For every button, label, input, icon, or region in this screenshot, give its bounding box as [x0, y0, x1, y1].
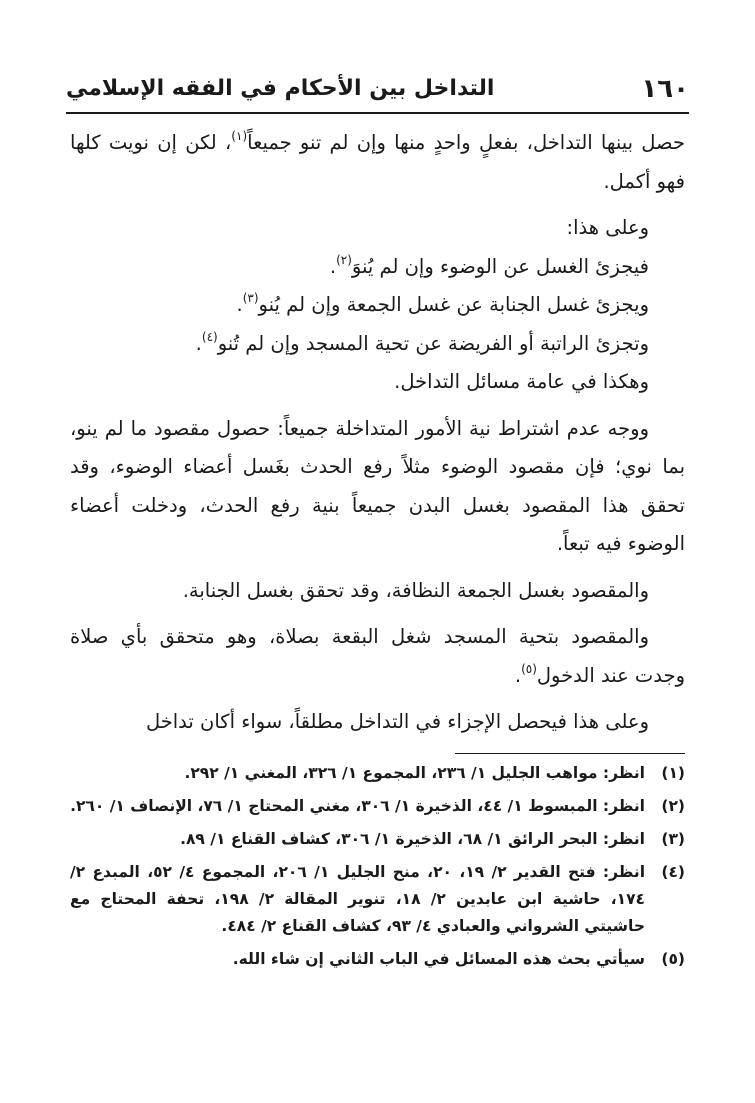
running-title: التداخل بين الأحكام في الفقه الإسلامي: [66, 76, 495, 101]
footnote-ref: (١): [231, 129, 248, 143]
footnote-ref: (٤): [201, 329, 218, 344]
paragraph: ويجزئ غسل الجنابة عن غسل الجمعة وإن لم يُنو$^{(٣)}$.: [236, 291, 649, 316]
paragraph: والمقصود بغسل الجمعة النظافة، وقد تحقق بغسل الجنابة.: [182, 578, 649, 602]
footnote-text: انظر: فتح القدير ٢/ ١٩، ٢٠، منح الجليل ١/ ٢٠٦، المجموع ٤/ ٥٢، المبدع ٢/ ١٧٤، حاشية ابن عابدين ٢/ ١٨، تنوير المقالة ٢/ ١٩٨، تحفة المحتاج مع حاشيتي الشرواني والعبادي ٤/ ٩٣، كشاف القناع ٢/ ٤٨٤.: [70, 863, 646, 935]
footnote: [70, 826, 685, 853]
footnote-number: (٣): [661, 830, 685, 848]
footnote-text: سيأتي بحث هذه المسائل في الباب الثاني إن شاء الله.: [232, 950, 645, 968]
footnote-ref: (٥): [521, 661, 537, 676]
running-header: [66, 70, 689, 114]
footnote-number: (٢): [661, 797, 685, 815]
paragraph: حصل بينها التداخل، بفعلٍ واحدٍ منها وإن لم تنو جميعاً$^{(١)}$، لكن إن نويت كلها فهو أكمل.: [70, 129, 686, 193]
footnote-text: انظر: مواهب الجليل ١/ ٢٣٦، المجموع ١/ ٣٢٦، المغني ١/ ٢٩٢.: [184, 764, 645, 782]
paragraph: وعلى هذا فيحصل الإجزاء في التداخل مطلقاً، سواء أكان تداخل: [145, 710, 649, 733]
footnotes: [70, 760, 685, 979]
paragraph: ووجه عدم اشتراط نية الأمور المتداخلة جميعاً: حصول مقصود ما لم ينو، بما نوي؛ فإن مقصود الوضوء مثلاً رفع الحدث بغَسل أعضاء الوضوء، وقد تحقق هذا المقصود بغسل البدن جميعاً بنية رفع الحدث، ودخلت أعضاء الوضوء فيه تبعاً.: [70, 416, 685, 555]
footnote-number: (٥): [661, 950, 685, 968]
footnote: [70, 760, 685, 787]
paragraph: فيجزئ الغسل عن الوضوء وإن لم يُنوَ$^{(٢)}$.: [329, 252, 649, 278]
paragraph: وهكذا في عامة مسائل التداخل.: [394, 370, 649, 393]
footnote: [70, 946, 685, 973]
footnote-number: (١): [661, 764, 685, 782]
footnote: [70, 859, 685, 940]
footnote-text: انظر: البحر الرائق ١/ ٦٨، الذخيرة ١/ ٣٠٦، كشاف القناع ١/ ٨٩.: [180, 830, 645, 848]
footnote-separator: [455, 753, 685, 754]
footnote-text: انظر: المبسوط ١/ ٤٤، الذخيرة ١/ ٣٠٦، مغني المحتاج ١/ ٧٦، الإنصاف ١/ ٢٦٠.: [70, 797, 645, 815]
footnote-number: (٤): [661, 863, 685, 881]
paragraph: وعلى هذا:: [566, 216, 649, 239]
paragraph: وتجزئ الراتبة أو الفريضة عن تحية المسجد وإن لم تُنو$^{(٤)}$.: [195, 329, 649, 355]
footnote-ref: (٢): [336, 252, 352, 267]
main-text: [70, 124, 685, 742]
footnote: [70, 793, 685, 820]
page-number: ١٦٠: [641, 74, 689, 104]
footnote-ref: (٣): [242, 291, 259, 305]
paragraph: والمقصود بتحية المسجد شغل البقعة بصلاة، وهو متحقق بأي صلاة وجدت عند الدخول$^{(٥)}$.: [70, 625, 685, 687]
